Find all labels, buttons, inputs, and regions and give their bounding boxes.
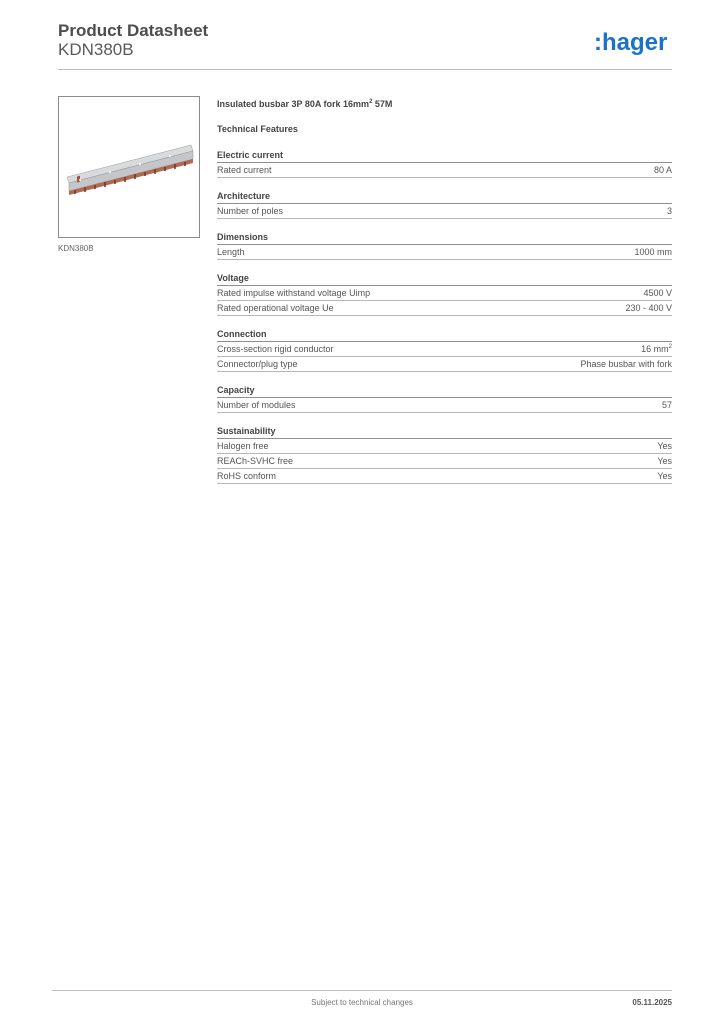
feature-label: RoHS conform [217,471,277,481]
feature-label: Length [217,247,245,257]
busbar-illustration [59,97,199,237]
feature-value [643,286,672,300]
feature-value-text: 3 [666,206,672,216]
feature-value [634,245,672,259]
section-title: Sustainability [217,425,672,439]
section-title: Dimensions [217,231,672,245]
feature-row [217,286,672,301]
feature-value [657,454,672,468]
feature-value [662,398,672,412]
feature-value-text: 4500 V [643,288,672,298]
feature-row [217,301,672,316]
image-caption: KDN380B [58,244,94,253]
section-title: Electric current [217,149,672,163]
feature-row [217,204,672,219]
feature-section [217,231,672,260]
feature-label: Number of modules [217,400,296,410]
hager-logo [594,28,674,58]
feature-label: Rated impulse withstand voltage Uimp [217,288,371,298]
feature-row [217,163,672,178]
feature-value [657,469,672,483]
section-title: Connection [217,328,672,342]
feature-label: Halogen free [217,441,269,451]
feature-label: Cross-section rigid conductor [217,344,334,354]
feature-value-text: 1000 mm [634,247,672,257]
product-title-end: 57M [372,99,393,109]
feature-row [217,469,672,484]
feature-value-text: Yes [657,471,672,481]
feature-section [217,328,672,372]
technical-features-heading: Technical Features [217,124,298,134]
feature-value-text: Phase busbar with fork [580,359,672,369]
feature-section [217,425,672,484]
datasheet-content [217,96,672,496]
feature-row [217,357,672,372]
feature-value [657,439,672,453]
page-title: Product Datasheet [58,21,209,40]
feature-value-text: 16 mm [641,344,669,354]
feature-label: REACh-SVHC free [217,456,294,466]
feature-value-text: 57 [661,400,672,410]
section-title: Architecture [217,190,672,204]
feature-section [217,272,672,316]
feature-value-text: 230 - 400 V [625,303,672,313]
section-title: Voltage [217,272,672,286]
feature-label: Rated current [217,165,272,175]
product-image [58,96,200,238]
feature-row [217,398,672,413]
product-code: KDN380B [58,40,134,59]
feature-value [667,204,672,218]
feature-section [217,190,672,219]
section-title: Capacity [217,384,672,398]
feature-value-text: Yes [657,456,672,466]
product-title-main: Insulated busbar 3P 80A fork 16mm [217,99,370,109]
header-divider [58,69,672,70]
feature-value-sup: 2 [668,344,672,350]
feature-row [217,439,672,454]
footer-divider [52,990,672,991]
feature-section [217,384,672,413]
feature-sections [217,149,672,484]
feature-value-text: Yes [657,441,672,451]
feature-row [217,454,672,469]
feature-value [654,163,672,177]
feature-value-text: 80 A [653,165,672,175]
footer-note: Subject to technical changes [311,998,413,1007]
feature-label: Connector/plug type [217,359,298,369]
feature-row [217,245,672,260]
feature-value [641,342,672,356]
product-title [217,96,672,123]
feature-label: Rated operational voltage Ue [217,303,334,313]
product-title-sup: 2 [369,99,373,105]
feature-value [580,357,672,371]
feature-section [217,149,672,178]
feature-label: Number of poles [217,206,284,216]
logo-text: :hager [594,29,668,56]
feature-row [217,342,672,357]
feature-value [625,301,672,315]
footer-date: 05.11.2025 [632,998,672,1007]
